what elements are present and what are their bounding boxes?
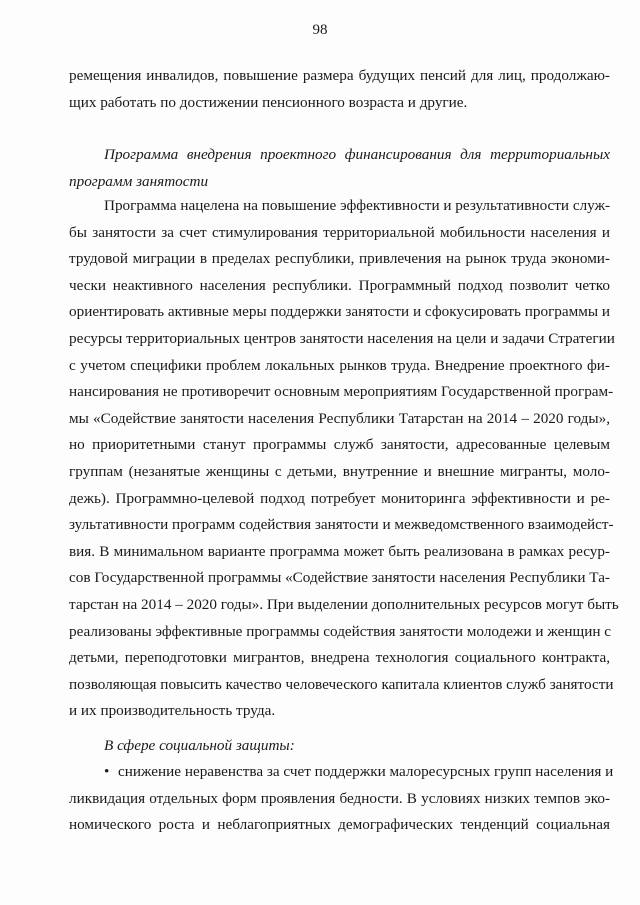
text-line: ликвидация отдельных форм проявления бедности. В условиях низких темпов эко- (69, 789, 610, 807)
text-line: трудовой миграции в пределах республики, привлечения на рынок труда экономи- (69, 250, 610, 268)
text-line: позволяющая повысить качество человеческого капитала клиентов служб занятости (69, 675, 614, 693)
text-line: сов Государственной программы «Содействие занятости населения Республики Та- (69, 569, 610, 587)
text-line: реализованы эффективные программы содействия занятости молодежи и женщин с (69, 622, 612, 640)
text-line: бы занятости за счет стимулирования территориальной мобильности населения и (69, 223, 610, 241)
section-heading-social-protection (69, 733, 610, 760)
heading-line: В сфере социальной защиты: (104, 737, 295, 754)
bullet-text: снижение неравенства за счет поддержки малоресурсных групп населения и (118, 763, 614, 780)
text-line: тарстан на 2014 – 2020 годы». При выделении дополнительных ресурсов могут быть (69, 595, 619, 613)
text-line: дежь). Программно-целевой подход потребует мониторинга эффективности и ре- (69, 489, 610, 507)
text-line: ремещения инвалидов, повышение размера будущих пенсий для лиц, продолжаю- (69, 67, 610, 84)
text-line: и их производительность труда. (69, 702, 276, 720)
text-line: вия. В минимальном варианте программа может быть реализована в рамках ресур- (69, 542, 610, 560)
text-line: детьми, переподготовки мигрантов, внедрена технология социального контракта, (69, 649, 610, 667)
heading-line: Программа внедрения проектного финансирования для территориальных (104, 146, 610, 163)
text-line: щих работать по достижении пенсионного возраста и другие. (69, 93, 468, 111)
text-line: нансирования не противоречит основным мероприятиям Государственной програм- (69, 383, 614, 401)
text-line: ресурсы территориальных центров занятости населения на цели и задачи Стратегии (69, 329, 615, 347)
text-line: но приоритетными станут программы служб занятости, адресованные целевым (69, 436, 610, 454)
text-line: зультативности программ содействия занятости и межведомственного взаимодейст- (69, 516, 614, 534)
section-heading-project-financing (69, 142, 610, 195)
bullet-line (69, 759, 614, 786)
bullet-icon: • (104, 763, 110, 780)
program-description-paragraph (69, 193, 619, 725)
social-protection-bullet (69, 759, 614, 839)
text-line: чески неактивного населения республики. Программный подход позволит четко (69, 276, 610, 294)
text-line: с учетом специфики проблем локальных рынков труда. Внедрение проектного фи- (69, 356, 610, 374)
page-number: 98 (312, 22, 328, 38)
text-line: Программа нацелена на повышение эффективности и результативности служ- (104, 197, 611, 214)
heading-line: программ занятости (69, 172, 209, 190)
intro-paragraph (69, 63, 610, 116)
text-line: мы «Содействие занятости населения Республики Татарстан на 2014 – 2020 годы», (69, 409, 610, 427)
text-line: ориентировать активные меры поддержки занятости и сфокусировать программы и (69, 303, 610, 321)
text-line: номического роста и неблагоприятных демографических тенденций социальная (69, 816, 610, 834)
text-line: группам (незанятые женщины с детьми, внутренние и внешние мигранты, моло- (69, 462, 610, 480)
